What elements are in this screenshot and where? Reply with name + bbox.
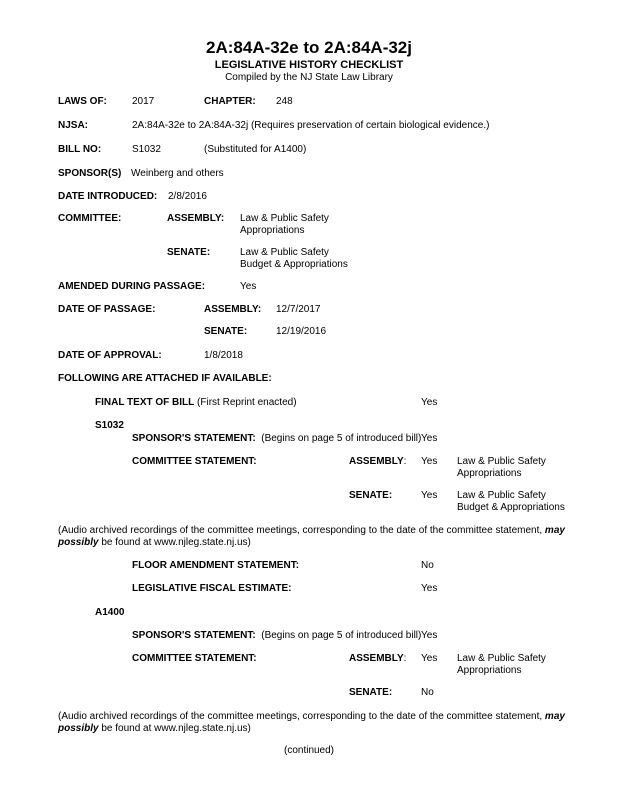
continued-note: (continued): [283, 745, 335, 756]
a1400-audio-post: be found at www.njleg.state.nj.us): [98, 723, 251, 734]
s1032-floor-label: FLOOR AMENDMENT STATEMENT:: [132, 560, 300, 571]
bill-no-note: (Substituted for A1400): [204, 144, 307, 155]
a1400-assembly-row: [349, 653, 406, 665]
document-subtitle: LEGISLATIVE HISTORY CHECKLIST: [214, 59, 404, 71]
committee-senate-1: Law & Public Safety: [240, 247, 329, 258]
chapter-label: CHAPTER:: [204, 96, 256, 107]
s1032-assembly-colon: :: [403, 456, 407, 467]
a1400-sponsor-row: [132, 630, 421, 642]
committee-label: COMMITTEE:: [58, 213, 122, 224]
a1400-sponsor-note: (Begins on page 5 of introduced bill): [261, 630, 422, 641]
passage-senate-value: 12/19/2016: [276, 326, 327, 337]
bill-no-value: S1032: [132, 144, 161, 155]
document-title: 2A:84A-32e to 2A:84A-32j: [206, 38, 412, 57]
s1032-senate-value: Yes: [421, 490, 438, 501]
compiled-by: Compiled by the NJ State Law Library: [225, 72, 393, 83]
a1400-audio-pre: (Audio archived recordings of the committee meetings, corresponding to the date of the committee statement,: [58, 711, 545, 722]
s1032-senate-label: SENATE:: [349, 490, 393, 501]
laws-of-value: 2017: [132, 96, 155, 107]
a1400-assembly-label: ASSEMBLY: [349, 653, 404, 664]
final-text-note: (First Reprint enacted): [197, 397, 297, 408]
committee-assembly-2: Appropriations: [240, 225, 305, 236]
a1400-heading: A1400: [95, 607, 125, 618]
passage-assembly-value: 12/7/2017: [276, 304, 321, 315]
final-text-label: FINAL TEXT OF BILL: [95, 397, 195, 408]
final-text-value: Yes: [421, 397, 438, 408]
a1400-audio-em: may possibly: [58, 711, 565, 734]
passage-senate-label: SENATE:: [204, 326, 248, 337]
s1032-assembly-value: Yes: [421, 456, 438, 467]
date-introduced-label: DATE INTRODUCED:: [58, 191, 158, 202]
a1400-assembly-committee-2: Appropriations: [457, 665, 522, 676]
date-introduced-value: 2/8/2016: [168, 191, 207, 202]
amended-label: AMENDED DURING PASSAGE:: [58, 281, 206, 292]
approval-label: DATE OF APPROVAL:: [58, 350, 162, 361]
laws-of-label: LAWS OF:: [58, 96, 107, 107]
s1032-audio-note: [58, 525, 603, 549]
a1400-senate-label: SENATE:: [349, 687, 393, 698]
passage-label: DATE OF PASSAGE:: [58, 304, 156, 315]
s1032-audio-post: be found at www.njleg.state.nj.us): [98, 537, 251, 548]
a1400-assembly-colon: :: [403, 653, 407, 664]
a1400-sponsor-label: SPONSOR'S STATEMENT:: [132, 630, 256, 641]
s1032-assembly-row: [349, 456, 406, 468]
njsa-label: NJSA:: [58, 120, 89, 131]
committee-assembly-label: ASSEMBLY:: [167, 213, 225, 224]
approval-value: 1/8/2018: [204, 350, 243, 361]
s1032-assembly-committee-2: Appropriations: [457, 468, 522, 479]
s1032-senate-committee-2: Budget & Appropriations: [457, 502, 565, 513]
final-text-row: [95, 397, 297, 409]
s1032-audio-pre: (Audio archived recordings of the committee meetings, corresponding to the date of the committee statement,: [58, 525, 545, 536]
s1032-assembly-label: ASSEMBLY: [349, 456, 404, 467]
s1032-floor-value: No: [421, 560, 434, 571]
s1032-assembly-committee-1: Law & Public Safety: [457, 456, 546, 467]
sponsor-value: Weinberg and others: [131, 168, 224, 179]
attached-heading: FOLLOWING ARE ATTACHED IF AVAILABLE:: [58, 373, 272, 384]
a1400-committee-label: COMMITTEE STATEMENT:: [132, 653, 257, 664]
bill-no-label: BILL NO:: [58, 144, 102, 155]
committee-senate-2: Budget & Appropriations: [240, 259, 348, 270]
s1032-committee-label: COMMITTEE STATEMENT:: [132, 456, 257, 467]
s1032-fiscal-label: LEGISLATIVE FISCAL ESTIMATE:: [132, 583, 292, 594]
a1400-assembly-value: Yes: [421, 653, 438, 664]
s1032-fiscal-value: Yes: [421, 583, 438, 594]
committee-senate-label: SENATE:: [167, 247, 211, 258]
s1032-senate-committee-1: Law & Public Safety: [457, 490, 546, 501]
a1400-senate-value: No: [421, 687, 434, 698]
s1032-audio-em: may possibly: [58, 525, 565, 548]
sponsor-label: SPONSOR(S): [58, 168, 122, 179]
chapter-value: 248: [276, 96, 293, 107]
a1400-audio-note: [58, 711, 603, 735]
s1032-sponsor-row: [132, 433, 421, 445]
passage-assembly-label: ASSEMBLY:: [204, 304, 262, 315]
a1400-sponsor-value: Yes: [421, 630, 438, 641]
s1032-heading: S1032: [95, 420, 124, 431]
a1400-assembly-committee-1: Law & Public Safety: [457, 653, 546, 664]
s1032-sponsor-label: SPONSOR'S STATEMENT:: [132, 433, 256, 444]
amended-value: Yes: [240, 281, 257, 292]
njsa-value: 2A:84A-32e to 2A:84A-32j (Requires preservation of certain biological evidence.): [132, 120, 490, 131]
s1032-sponsor-value: Yes: [421, 433, 438, 444]
s1032-sponsor-note: (Begins on page 5 of introduced bill): [261, 433, 422, 444]
committee-assembly-1: Law & Public Safety: [240, 213, 329, 224]
